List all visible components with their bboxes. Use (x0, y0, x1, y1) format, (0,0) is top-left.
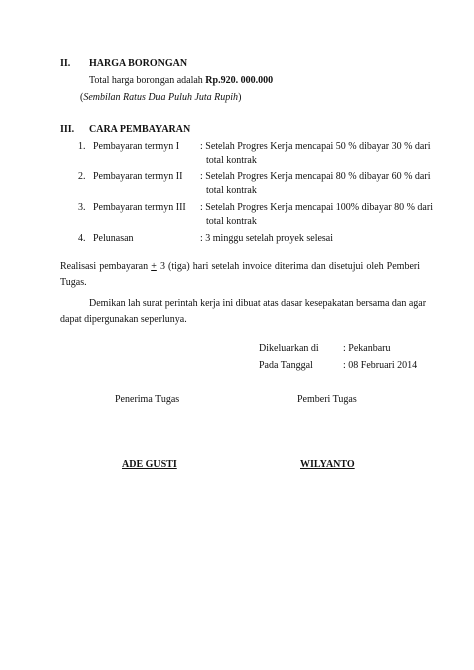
list-item-number: 3. (78, 202, 86, 213)
amount-in-words (80, 92, 241, 104)
issuer-name: WILYANTO (300, 459, 355, 470)
plus-minus-symbol: + (151, 261, 157, 272)
section-3-number: III. (60, 124, 75, 135)
section-2-number: II. (60, 58, 71, 69)
total-price-amount: Rp.920. 000.000 (205, 75, 274, 86)
total-price-line (89, 75, 273, 87)
recipient-name: ADE GUSTI (122, 459, 177, 470)
closing-paragraph-line-2: dapat dipergunakan seperlunya. (60, 314, 187, 325)
list-item-desc-cont: total kontrak (206, 155, 257, 166)
paren-open: ( (80, 92, 84, 103)
list-item-label: Pembayaran termyn III (93, 202, 186, 213)
closing-paragraph-line-1: Demikan lah surat perintah kerja ini dibuat atas dasar kesepakatan bersama dan agar (89, 298, 427, 309)
payment-realization-line-2: Tugas. (60, 277, 87, 288)
list-item-label: Pembayaran termyn II (93, 171, 183, 182)
list-item-number: 1. (78, 141, 86, 152)
paren-close: ) (238, 92, 242, 103)
recipient-role: Penerima Tugas (115, 394, 180, 405)
list-item-desc: : 3 minggu setelah proyek selesai (200, 233, 334, 244)
list-item-desc: : Setelah Progres Kerja mencapai 50 % dibayar 30 % dari (200, 141, 431, 152)
issued-date-label: Pada Tanggal (259, 360, 313, 371)
issued-place-value: : Pekanbaru (343, 343, 391, 354)
list-item-desc-cont: total kontrak (206, 216, 257, 227)
amount-words-text: Sembilan Ratus Dua Puluh Juta Rupih (83, 92, 239, 103)
issuer-role: Pemberi Tugas (297, 394, 357, 405)
list-item-number: 2. (78, 171, 86, 182)
issued-date-value: : 08 Februari 2014 (343, 360, 418, 371)
list-item-desc-cont: total kontrak (206, 185, 257, 196)
issued-place-label: Dikeluarkan di (259, 343, 319, 354)
section-2-heading: HARGA BORONGAN (89, 58, 188, 69)
list-item-desc: : Setelah Progres Kerja mencapai 100% dibayar 80 % dari (200, 202, 433, 213)
section-3-heading: CARA PEMBAYARAN (89, 124, 191, 135)
list-item-label: Pelunasan (93, 233, 134, 244)
list-item-number: 4. (78, 233, 86, 244)
list-item-label: Pembayaran termyn I (93, 141, 180, 152)
realization-text-start: Realisasi pembayaran (60, 261, 149, 272)
total-price-prefix: Total harga borongan adalah (89, 75, 203, 86)
list-item-desc: : Setelah Progres Kerja mencapai 80 % dibayar 60 % dari (200, 171, 431, 182)
realization-text-rest: 3 (tiga) hari setelah invoice diterima dan disetujui oleh Pemberi (159, 261, 421, 272)
payment-realization-line-1 (60, 261, 420, 273)
